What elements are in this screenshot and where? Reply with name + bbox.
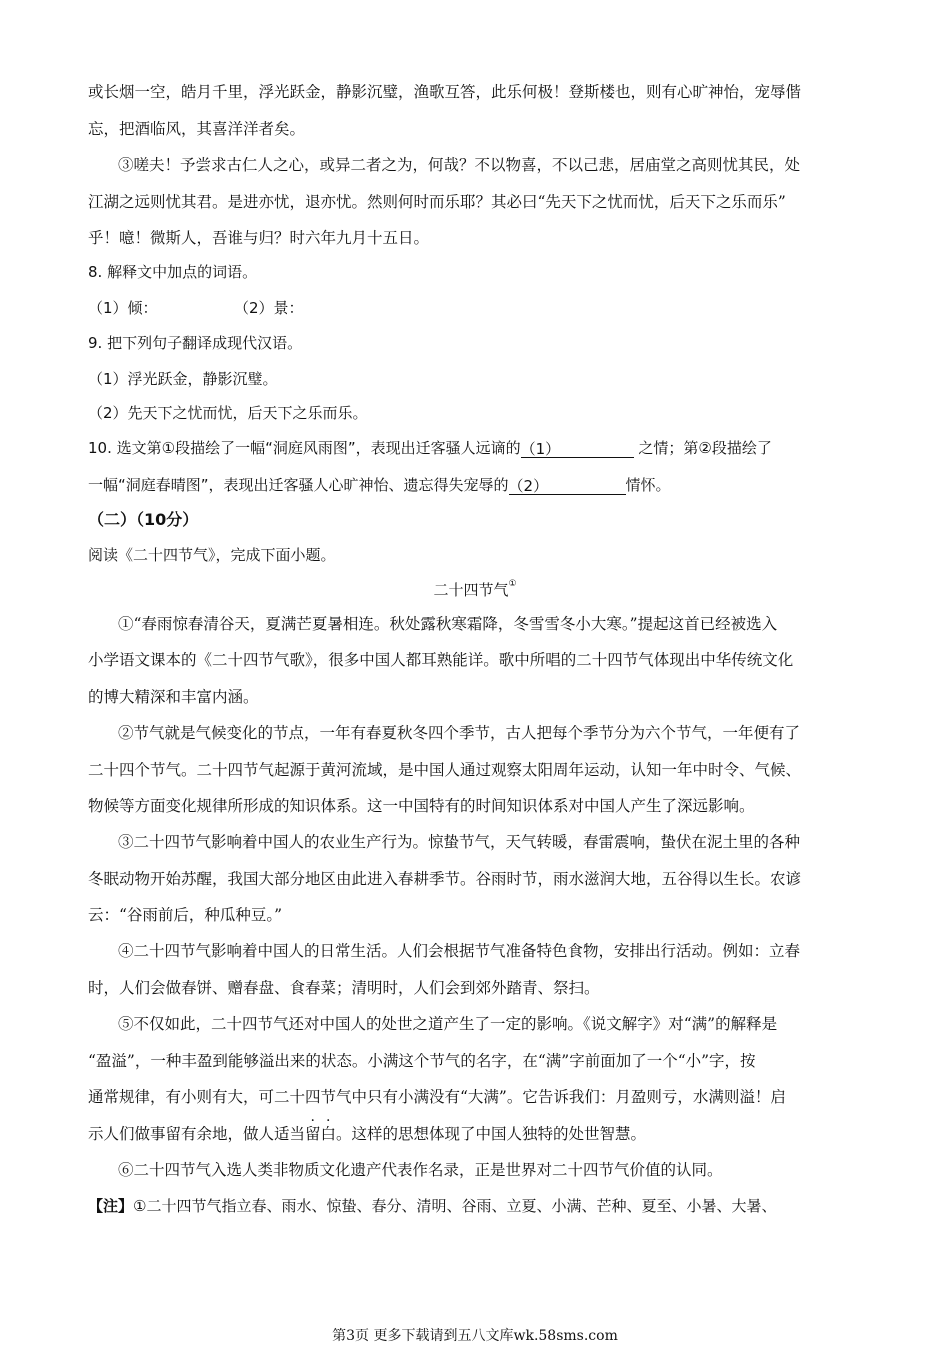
passage-paragraph-3: ③嗟夫！予尝求古仁人之心，或异二者之为，何哉？不以物喜，不以己悲，居庙堂之高则忧其民，处 xyxy=(118,156,801,174)
article-line: 二十四个节气。二十四节气起源于黄河流域，是中国人通过观察太阳周年运动，认知一年中时令、气候、 xyxy=(88,761,802,779)
article-line: 的博大精深和丰富内涵。 xyxy=(88,688,259,706)
article-paragraph-6: ⑥二十四节气入选人类非物质文化遗产代表作名录，正是世界对二十四节气价值的认同。 xyxy=(118,1161,723,1179)
section-heading: （二）（10分） xyxy=(88,510,199,529)
article-paragraph-2: ②节气就是气候变化的节点，一年有春夏秋冬四个季节，古人把每个季节分为六个节气，一年便有了 xyxy=(118,724,801,742)
page-footer: 第3页 更多下载请到五八文库wk.58sms.com xyxy=(332,1328,618,1344)
title-footnote-marker: ① xyxy=(508,579,517,589)
article-line xyxy=(88,1124,646,1144)
footnote-text: ①二十四节气指立春、雨水、惊蛰、春分、清明、谷雨、立夏、小满、芒种、夏至、小暑、大暑、 xyxy=(133,1197,777,1215)
question-8-item-1: （1）倾： xyxy=(88,299,158,317)
passage-line: 或长烟一空，皓月千里，浮光跃金，静影沉璧，渔歌互答，此乐何极！登斯楼也，则有心旷神怡，宠辱偕 xyxy=(88,83,802,101)
article-line: 小学语文课本的《二十四节气歌》，很多中国人都耳熟能详。歌中所唱的二十四节气体现出中华传统文化 xyxy=(88,651,794,669)
question-10-text: 情怀。 xyxy=(625,476,671,494)
article-paragraph-4: ④二十四节气影响着中国人的日常生活。人们会根据节气准备特色食物，安排出行活动。例如：立春 xyxy=(118,942,801,960)
question-8-stem: 8. 解释文中加点的词语。 xyxy=(88,263,258,281)
passage-line: 忘，把酒临风，其喜洋洋者矣。 xyxy=(88,120,306,138)
question-10-text: 一幅“洞庭春晴图”，表现出迁客骚人心旷神怡、遗忘得失宠辱的 xyxy=(88,476,509,494)
question-9-stem: 9. 把下列句子翻译成现代汉语。 xyxy=(88,334,303,352)
article-line: 云：“谷雨前后，种瓜种豆。” xyxy=(88,906,283,924)
dotted-word: 留 xyxy=(305,1125,321,1143)
question-10-line-2 xyxy=(88,475,671,495)
article-line: 物候等方面变化规律所形成的知识体系。这一中国特有的时间知识体系对中国人产生了深远影响。 xyxy=(88,797,755,815)
article-title xyxy=(0,580,950,600)
blank-label: （1） xyxy=(520,440,561,458)
article-line: “盈溢”，一种丰盈到能够溢出来的状态。小满这个节气的名字，在“满”字前面加了一个“小”字，按 xyxy=(88,1052,756,1070)
section-intro: 阅读《二十四节气》，完成下面小题。 xyxy=(88,546,336,564)
question-8-item-2: （2）景： xyxy=(234,299,304,317)
article-line: 冬眠动物开始苏醒，我国大部分地区由此进入春耕季节。谷雨时节，雨水滋润大地，五谷得以生长。农谚 xyxy=(88,870,802,888)
question-10-text: 10. 选文第①段描绘了一幅“洞庭风雨图”，表现出迁客骚人远谪的 xyxy=(88,439,521,457)
article-line: 时，人们会做春饼、赠春盘、食春菜；清明时，人们会到郊外踏青、祭扫。 xyxy=(88,979,600,997)
article-paragraph-5: ⑤不仅如此，二十四节气还对中国人的处世之道产生了一定的影响。《说文解字》对“满”的解释是 xyxy=(118,1015,778,1033)
footnote xyxy=(88,1196,776,1216)
answer-blank-1[interactable] xyxy=(521,439,634,458)
answer-blank-2[interactable] xyxy=(509,476,626,495)
question-10-line-1 xyxy=(88,438,772,458)
passage-line: 乎！噫！微斯人，吾谁与归？时六年九月十五日。 xyxy=(88,229,430,247)
question-9-item-1: （1）浮光跃金，静影沉璧。 xyxy=(88,370,278,388)
article-text: 示人们做事留有余地，做人适当 xyxy=(88,1125,306,1143)
blank-label: （2） xyxy=(508,477,549,495)
article-paragraph-1: ①“春雨惊春清谷天，夏满芒夏暑相连。秋处露秋寒霜降，冬雪雪冬小大寒。”提起这首已经被选入 xyxy=(118,615,778,633)
question-10-text: 之情；第②段描绘了 xyxy=(638,439,772,457)
question-9-item-2: （2）先天下之忧而忧，后天下之乐而乐。 xyxy=(88,404,368,422)
dotted-word: 白 xyxy=(320,1125,337,1143)
article-text: 。这样的思想体现了中国人独特的处世智慧。 xyxy=(336,1125,647,1143)
article-line: 通常规律，有小则有大，可二十四节气中只有小满没有“大满”。它告诉我们：月盈则亏，水满则溢！启 xyxy=(88,1088,786,1106)
article-title-text: 二十四节气 xyxy=(433,581,509,599)
footnote-label: 【注】 xyxy=(88,1197,134,1215)
article-paragraph-3: ③二十四节气影响着中国人的农业生产行为。惊蛰节气，天气转暖，春雷震响，蛰伏在泥土里的各种 xyxy=(118,833,801,851)
passage-line: 江湖之远则忧其君。是进亦忧，退亦忧。然则何时而乐耶？其必曰“先天下之忧而忧，后天下之乐而乐” xyxy=(88,193,786,211)
